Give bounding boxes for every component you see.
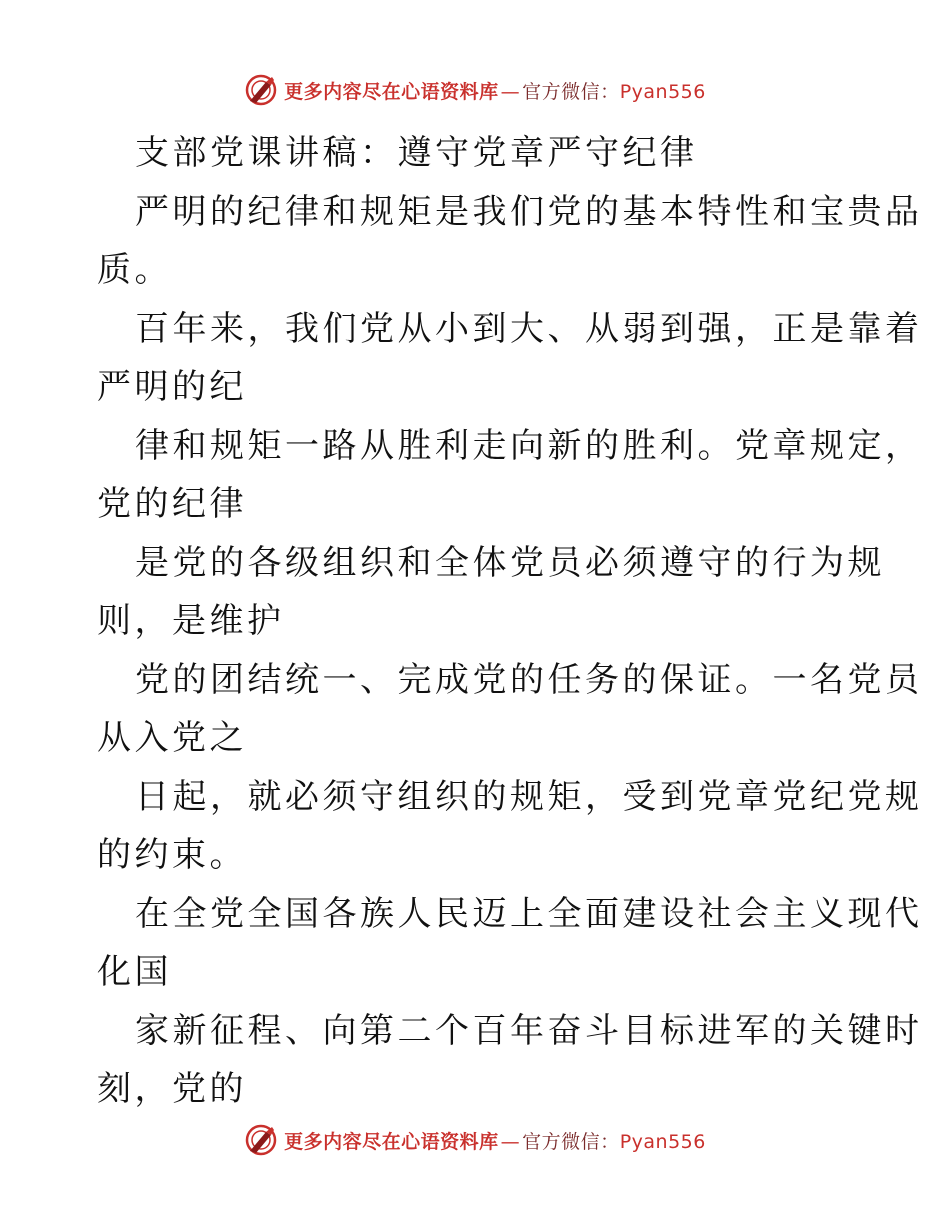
banner-wechat-id: Pyan556: [619, 80, 706, 103]
paragraph-line: 质。: [97, 250, 172, 290]
paragraph-line: 化国: [97, 952, 172, 992]
footer-banner: [0, 1120, 950, 1160]
paragraph-line: 家新征程、向第二个百年奋斗目标进军的关键时: [135, 1010, 923, 1051]
banner-main-text: 更多内容尽在心语资料库: [284, 1130, 499, 1153]
banner-wechat-label: 官方微信：: [522, 80, 620, 103]
pen-nib-logo-icon: [244, 73, 278, 107]
paragraph-line: 从入党之: [97, 718, 247, 758]
banner-text: [284, 1127, 706, 1154]
paragraph-line: 日起，就必须守组织的规矩，受到党章党纪党规: [135, 776, 923, 817]
banner-text: [284, 77, 706, 104]
banner-wechat-id: Pyan556: [619, 1130, 706, 1153]
paragraph-line: 严明的纪律和规矩是我们党的基本特性和宝贵品: [135, 191, 923, 232]
banner-dash: —: [500, 1130, 521, 1153]
paragraph-line: 党的团结统一、完成党的任务的保证。一名党员: [135, 659, 923, 700]
paragraph-line: 则，是维护: [97, 601, 285, 641]
banner-main-text: 更多内容尽在心语资料库: [284, 80, 499, 103]
paragraph-line: 严明的纪: [97, 367, 247, 407]
document-title: 支部党课讲稿：遵守党章严守纪律: [135, 133, 698, 173]
paragraph-line: 是党的各级组织和全体党员必须遵守的行为规: [135, 542, 885, 583]
paragraph-line: 党的纪律: [97, 484, 247, 524]
paragraph-line: 百年来，我们党从小到大、从弱到强，正是靠着: [135, 308, 923, 349]
document-body: [97, 124, 923, 1119]
pen-nib-logo-icon: [244, 1123, 278, 1157]
paragraph-line: 的约束。: [97, 835, 247, 875]
paragraph-line: 在全党全国各族人民迈上全面建设社会主义现代: [135, 893, 923, 934]
header-banner: [0, 70, 950, 110]
paragraph-line: 律和规矩一路从胜利走向新的胜利。党章规定，: [135, 425, 923, 466]
paragraph-line: 刻，党的: [97, 1069, 247, 1109]
banner-dash: —: [500, 80, 521, 103]
banner-wechat-label: 官方微信：: [522, 1130, 620, 1153]
